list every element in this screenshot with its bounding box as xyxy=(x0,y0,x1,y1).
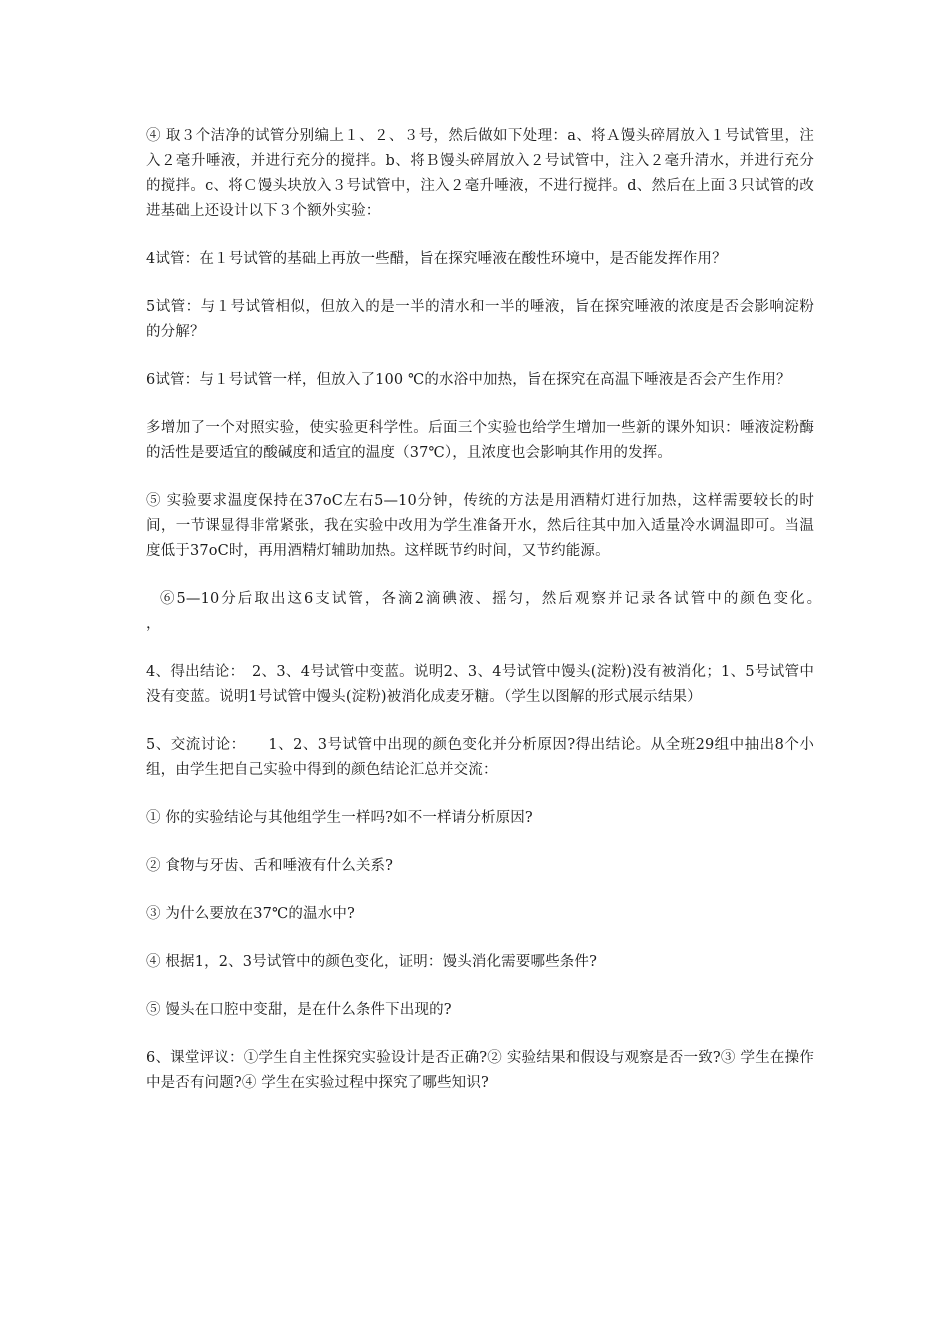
control-experiment-paragraph: 多增加了一个对照实验，使实验更科学性。后面三个实验也给学生增加一些新的课外知识：唾液淀粉酶的活性是要适宜的酸碱度和适宜的温度（37℃），且浓度也会影响其作用的发挥。 xyxy=(146,420,814,461)
step-5-paragraph: ⑤ 实验要求温度保持在37oC左右5—10分钟，传统的方法是用酒精灯进行加热，这样需要较长的时间，一节课显得非常紧张，我在实验中改用为学生准备开水，然后往其中加入适量冷水调温即可。当温度低于37oC时，再用酒精灯辅助加热。这样既节约时间，又节约能源。 xyxy=(146,493,814,559)
question-2: ② 食物与牙齿、舌和唾液有什么关系? xyxy=(146,858,394,874)
step-4-paragraph: ④ 取３个洁净的试管分别编上１、２、３号，然后做如下处理：a、将Ａ馒头碎屑放入１号试管里，注入２毫升唾液，并进行充分的搅拌。b、将Ｂ馒头碎屑放入２号试管中，注入２毫升清水，并进行充分的搅拌。c、将Ｃ馒头块放入３号试管中，注入２毫升唾液，不进行搅拌。d、然后在上面３只试管的改进基础上还设计以下３个额外实验： xyxy=(146,128,814,219)
conclusion-paragraph: 4、得出结论： 2、3、4号试管中变蓝。说明2、3、4号试管中馒头(淀粉)没有被消化；1、5号试管中没有变蓝。说明1号试管中馒头(淀粉)被消化成麦牙糖。（学生以图解的形式展示结果） xyxy=(146,664,814,705)
document-page xyxy=(146,124,873,1119)
step-6-paragraph: ⑥5—10分后取出这6支试管，各滴2滴碘液、摇匀，然后观察并记录各试管中的颜色变化。 ， xyxy=(146,591,873,632)
tube-5-paragraph: 5试管：与１号试管相似，但放入的是一半的清水和一半的唾液，旨在探究唾液的浓度是否会影响淀粉的分解？ xyxy=(146,299,814,340)
question-5: ⑤ 馒头在口腔中变甜，是在什么条件下出现的? xyxy=(146,1002,452,1018)
question-1: ① 你的实验结论与其他组学生一样吗?如不一样请分析原因? xyxy=(146,810,533,826)
question-3: ③ 为什么要放在37℃的温水中? xyxy=(146,906,355,922)
discussion-paragraph: 5、交流讨论： 1、2、3号试管中出现的颜色变化并分析原因?得出结论。从全班29组中抽出8个小组，由学生把自己实验中得到的颜色结论汇总并交流： xyxy=(146,737,814,778)
tube-4-paragraph: 4试管：在１号试管的基础上再放一些醋，旨在探究唾液在酸性环境中，是否能发挥作用？ xyxy=(146,251,727,267)
evaluation-paragraph: 6、课堂评议：①学生自主性探究实验设计是否正确?② 实验结果和假设与观察是否一致?③ 学生在操作中是否有问题?④ 学生在实验过程中探究了哪些知识? xyxy=(146,1050,814,1091)
tube-6-paragraph: 6试管：与１号试管一样，但放入了100 ℃的水浴中加热，旨在探究在高温下唾液是否会产生作用？ xyxy=(146,372,791,388)
question-4: ④ 根据1，2、3号试管中的颜色变化，证明：馒头消化需要哪些条件? xyxy=(146,954,598,970)
